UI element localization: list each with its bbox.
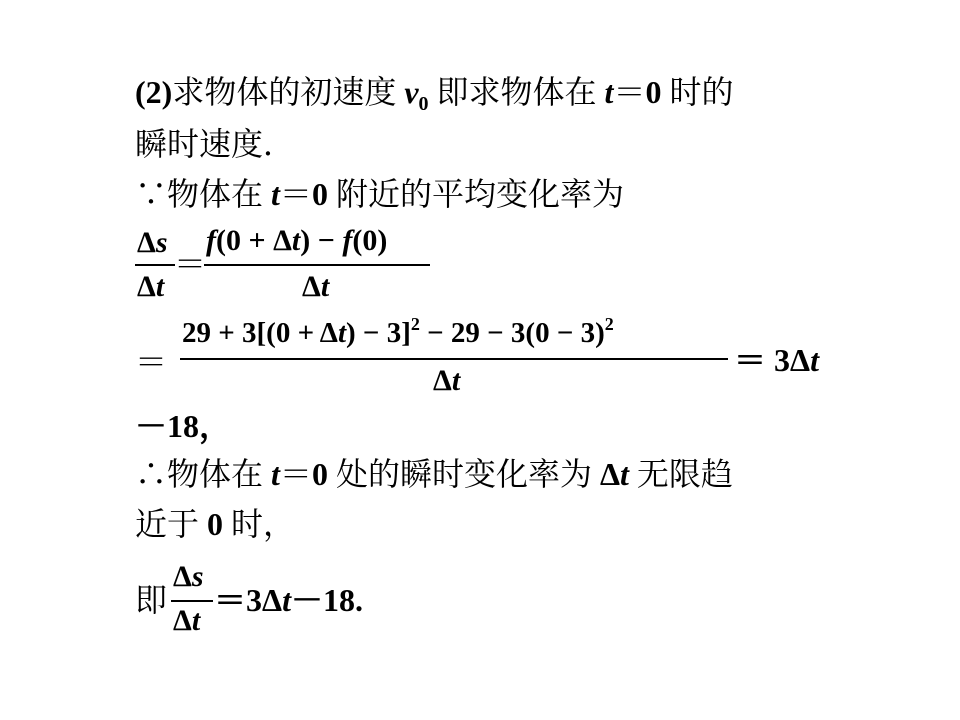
difference-quotient-numerator <box>206 224 387 258</box>
delta-symbol: Δ <box>173 604 192 637</box>
conclusion-line2-a: 近于 <box>135 506 208 542</box>
var-t: t <box>271 456 280 492</box>
fraction-ds-dt-numerator <box>137 226 168 260</box>
var-v: v <box>404 74 419 110</box>
var-s: s <box>191 560 204 593</box>
numerator-end: (0) <box>352 224 388 257</box>
fraction-bar <box>180 358 728 360</box>
line1-text-c: 时的 <box>661 74 734 110</box>
numerator-b: ) − 3] <box>346 317 411 349</box>
line3-text-a: 物体在 <box>167 176 272 212</box>
delta-symbol: Δ <box>302 270 321 303</box>
equals-sign: ＝ <box>279 176 312 212</box>
var-t: t <box>604 74 614 110</box>
fraction-bar <box>204 264 430 266</box>
final-dt-denominator <box>173 604 200 638</box>
expanded-numerator <box>182 314 614 350</box>
therefore-symbol: ∴ <box>135 456 168 492</box>
part-label: (2) <box>135 74 173 110</box>
var-t: t <box>810 342 819 378</box>
var-t: t <box>320 270 330 303</box>
var-t: t <box>191 604 201 637</box>
delta-symbol: Δ <box>173 560 192 593</box>
var-t: t <box>271 176 280 212</box>
delta-symbol: Δ <box>599 456 621 492</box>
equals-sign: ＝ <box>174 246 207 282</box>
var-t: t <box>291 224 301 257</box>
var-v-subscript: 0 <box>418 93 429 115</box>
conclusion-text-b: 处的瞬时变化率为 <box>327 456 600 492</box>
line1-text-a: 求物体的初速度 <box>172 74 405 110</box>
result-continuation <box>135 406 231 446</box>
final-ds-numerator <box>173 560 204 594</box>
delta-symbol: Δ <box>137 270 156 303</box>
numerator-mid: (0 + Δ <box>216 224 292 257</box>
minus-18: －18， <box>135 408 232 444</box>
difference-quotient-denominator <box>302 270 329 304</box>
conclusion-text-c: 无限趋 <box>628 456 733 492</box>
var-t: t <box>337 317 347 349</box>
zero: 0 <box>311 456 328 492</box>
because-symbol: ∵ <box>135 176 168 212</box>
final-rhs-b: －18. <box>290 582 363 618</box>
line-2 <box>135 124 295 164</box>
expanded-denominator <box>433 364 460 398</box>
conclusion-line2-b: 时， <box>223 506 296 542</box>
superscript-2: 2 <box>410 314 420 334</box>
var-t: t <box>155 270 165 303</box>
line-1 <box>135 72 733 124</box>
var-s: s <box>155 226 168 259</box>
fraction-bar <box>171 600 213 602</box>
var-t: t <box>451 364 461 397</box>
numerator-close: ) − <box>300 224 343 257</box>
func-f: f <box>342 224 353 257</box>
zero: 0 <box>645 74 662 110</box>
var-t: t <box>282 582 291 618</box>
final-rhs <box>214 580 363 620</box>
ji-label: 即 <box>135 582 168 618</box>
result-3dt <box>734 340 819 380</box>
var-t: t <box>620 456 629 492</box>
delta-symbol: Δ <box>137 226 156 259</box>
equals-sign: ＝ <box>613 74 646 110</box>
final-rhs-a: ＝3Δ <box>214 582 283 618</box>
line1-text-b: 即求物体在 <box>428 74 605 110</box>
equals-sign: ＝ <box>279 456 312 492</box>
zero: 0 <box>311 176 328 212</box>
fraction-ds-dt-denominator <box>137 270 164 304</box>
result-prefix: ＝ 3Δ <box>734 342 811 378</box>
delta-symbol: Δ <box>433 364 452 397</box>
superscript-2: 2 <box>604 314 614 334</box>
func-f: f <box>206 224 216 257</box>
numerator-c: − 29 − 3(0 − 3) <box>419 317 605 349</box>
fraction-bar <box>135 264 175 266</box>
conclusion-line-2 <box>135 504 295 544</box>
line2-text: 瞬时速度． <box>135 126 296 162</box>
equals-sign-left: ＝ <box>135 344 168 380</box>
line3-text-b: 附近的平均变化率为 <box>327 176 624 212</box>
numerator-a: 29 + 3[(0 + Δ <box>182 317 338 349</box>
line-3 <box>135 174 624 214</box>
zero: 0 <box>207 506 224 542</box>
conclusion-text-a: 物体在 <box>167 456 272 492</box>
conclusion-line-1 <box>135 454 733 494</box>
